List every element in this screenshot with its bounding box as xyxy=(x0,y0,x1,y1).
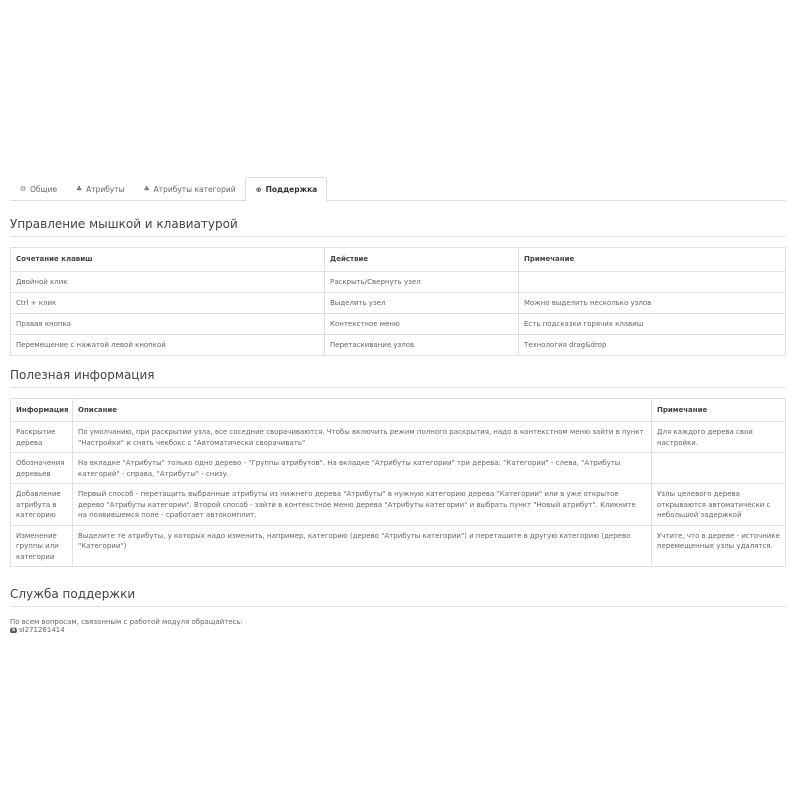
table-cell: Добавление атрибута в категорию xyxy=(11,484,73,526)
table-header-row xyxy=(11,398,786,422)
tab-bar xyxy=(10,177,786,201)
table-cell: Есть подсказки горячих клавиш xyxy=(519,313,786,334)
table-cell: Ctrl + клик xyxy=(11,292,325,313)
table-row xyxy=(11,292,786,313)
settings-panel xyxy=(10,177,786,633)
tab-general[interactable] xyxy=(10,177,66,201)
table-cell: Раскрытие дерева xyxy=(11,422,73,453)
column-header: Сочетание клавиш xyxy=(11,248,325,272)
skype-contact[interactable] xyxy=(10,627,786,633)
tab-attributes[interactable] xyxy=(66,177,134,201)
table-cell: По умолчанию, при раскрытии узла, все соседние сворачиваются. Чтобы включить режим полного раскрытия, надо в контекстном меню зайти в пункт "Настройки" и снять чекбокс с "Автоматически сворачивать" xyxy=(73,422,652,453)
tab-label: Поддержка xyxy=(265,185,318,194)
table-cell: Перетаскивание узлов xyxy=(325,334,519,355)
skype-id: sl271261414 xyxy=(19,627,65,633)
table-cell xyxy=(652,453,786,484)
table-cell: Двойной клик xyxy=(11,271,325,292)
table-cell: Раскрыть/Свернуть узел xyxy=(325,271,519,292)
table-row xyxy=(11,271,786,292)
table-row xyxy=(11,484,786,526)
table-cell: Выделите те атрибуты, у которых надо изменить, например, категорию (дерево "Атрибуты категории") и перетащите в другую категорию (дерево "Категории") xyxy=(73,525,652,567)
table-row xyxy=(11,313,786,334)
section-title-support: Служба поддержки xyxy=(10,587,786,607)
table-header-row xyxy=(11,248,786,272)
mouse-shortcuts-table xyxy=(10,247,786,356)
tree-icon: ♣ xyxy=(143,185,150,193)
column-header: Примечание xyxy=(519,248,786,272)
table-cell: Первый способ - перетащить выбранные атрибуты из нижнего дерева "Атрибуты" в нужную категорию дерева "Категории" или в уже открытое дерево "Атрибуты категории". Второй способ - зайти в контекстное меню дерева "Атрибуты категории" и выбрать пункт "Новый атрибут". Кликните на появившемся поле - сработает автокомплит. xyxy=(73,484,652,526)
table-cell: Технология drag&drop xyxy=(519,334,786,355)
table-cell: На вкладке "Атрибуты" только одно дерево - "Группы атрибутов". На вкладке "Атрибуты категории" три дерева: "Категории" - слева, "Атрибуты категорий" - справа, "Атрибуты" - снизу. xyxy=(73,453,652,484)
tab-category-attributes[interactable] xyxy=(134,177,245,201)
tab-label: Атрибуты категорий xyxy=(153,184,236,194)
column-header: Действие xyxy=(325,248,519,272)
table-cell: Обозначения деревьев xyxy=(11,453,73,484)
table-cell: Правая кнопка xyxy=(11,313,325,334)
column-header: Описание xyxy=(73,398,652,422)
table-cell: Изменение группы или категории xyxy=(11,525,73,567)
table-cell: Для каждого дерева свои настройки. xyxy=(652,422,786,453)
table-cell: Контекстное меню xyxy=(325,313,519,334)
skype-icon: S xyxy=(11,627,16,633)
tab-label: Атрибуты xyxy=(86,184,125,194)
table-cell: Перемещение с нажатой левой кнопкой xyxy=(11,334,325,355)
life-ring-icon: ⊕ xyxy=(255,185,262,194)
useful-info-table xyxy=(10,398,786,568)
table-cell: Можно выделить несколько узлов xyxy=(519,292,786,313)
section-title-mouse: Управление мышкой и клавиатурой xyxy=(10,217,786,237)
support-text: По всем вопросам, связанным с работой модуля обращайтесь: xyxy=(10,618,243,626)
column-header: Примечание xyxy=(652,398,786,422)
table-row xyxy=(11,334,786,355)
table-row xyxy=(11,453,786,484)
tree-icon: ♣ xyxy=(75,185,83,193)
table-row xyxy=(11,422,786,453)
section-title-info: Полезная информация xyxy=(10,368,786,388)
tab-label: Общие xyxy=(30,184,58,194)
table-cell: Выделить узел xyxy=(325,292,519,313)
table-row xyxy=(11,525,786,567)
cogs-icon: ⚙ xyxy=(19,185,27,193)
table-cell: Узлы целевого дерева открываются автоматически с небольшой задержкой xyxy=(652,484,786,526)
tab-support[interactable] xyxy=(245,177,328,202)
table-cell xyxy=(519,271,786,292)
column-header: Информация xyxy=(11,398,73,422)
table-cell: Учтите, что в дереве - источнике перемещенные узлы удалятся. xyxy=(652,525,786,567)
